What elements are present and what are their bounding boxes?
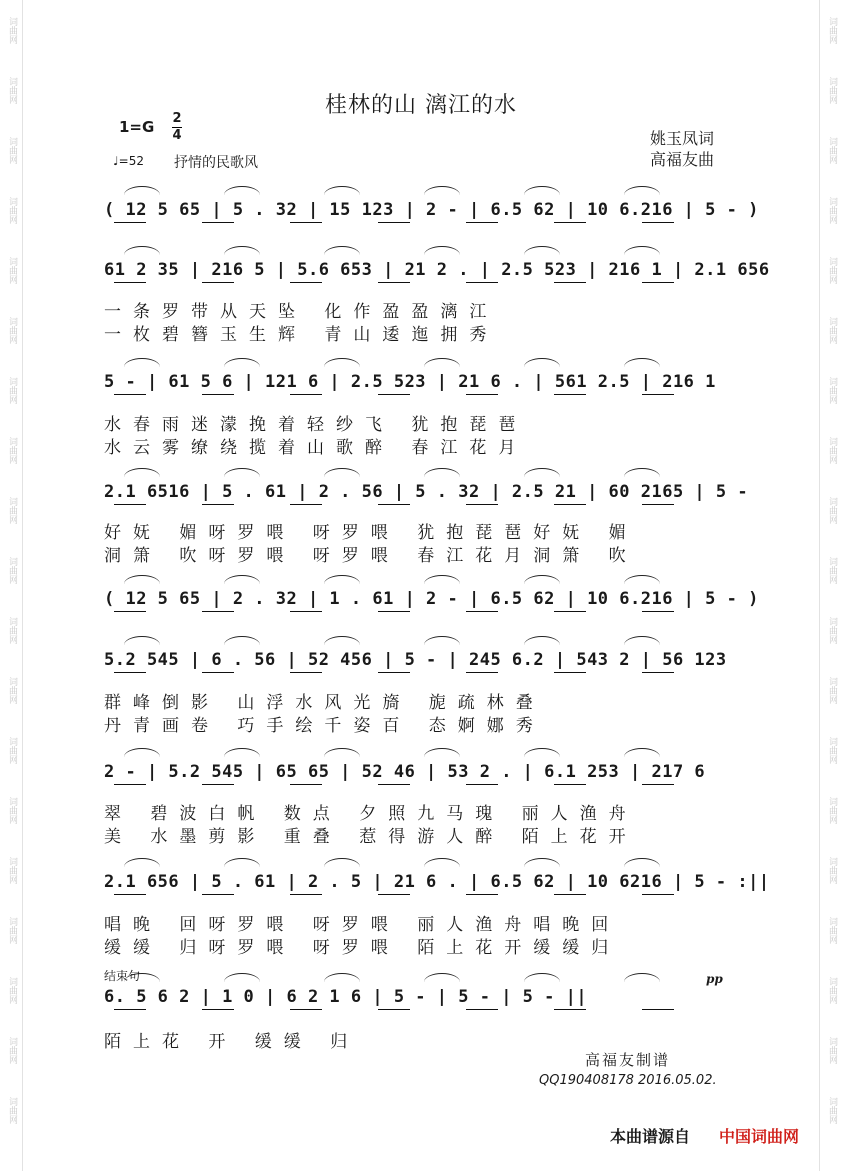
beat-underline	[202, 1009, 234, 1010]
notation-text: 6. 5 6 2 | 1 0 | 6 2 1 6 | 5 - | 5 - | 5 - ||	[104, 987, 588, 1007]
slur-mark	[424, 246, 460, 255]
watermark-text: 词曲网	[7, 916, 17, 944]
slur-mark	[524, 748, 560, 757]
beat-underline	[554, 394, 586, 395]
slur-mark	[624, 246, 660, 255]
notation-text: 2.1 6516 | 5 . 61 | 2 . 56 | 5 . 32 | 2.5 21 | 60 2165 | 5 -	[104, 482, 749, 502]
watermark-text: 词曲网	[827, 796, 837, 824]
watermark-text: 词曲网	[827, 76, 837, 104]
slur-mark	[324, 973, 360, 982]
watermark-text: 词曲网	[827, 736, 837, 764]
slur-mark	[124, 858, 160, 867]
slur-mark	[624, 748, 660, 757]
beat-underline	[642, 282, 674, 283]
tempo-marking: ♩=52	[113, 154, 144, 168]
watermark-text: 词曲网	[7, 16, 17, 44]
beat-underline	[114, 222, 146, 223]
watermark-text: 词曲网	[7, 796, 17, 824]
beat-underline	[378, 784, 410, 785]
slur-mark	[224, 973, 260, 982]
slur-mark	[324, 748, 360, 757]
slur-mark	[324, 358, 360, 367]
slur-mark	[124, 575, 160, 584]
slur-mark	[524, 636, 560, 645]
slur-mark	[324, 186, 360, 195]
beat-underline	[554, 222, 586, 223]
slur-mark	[424, 858, 460, 867]
beat-underline	[642, 894, 674, 895]
slur-mark	[224, 468, 260, 477]
watermark-text: 词曲网	[827, 1036, 837, 1064]
beat-underline	[114, 894, 146, 895]
watermark-text: 词曲网	[827, 1096, 837, 1124]
beat-underline	[466, 1009, 498, 1010]
source-label: 本曲谱源自	[610, 1127, 691, 1146]
watermark-text: 词曲网	[827, 196, 837, 224]
beat-underline	[466, 894, 498, 895]
slur-mark	[424, 575, 460, 584]
watermark-text: 词曲网	[827, 316, 837, 344]
slur-mark	[424, 358, 460, 367]
beat-underline	[642, 504, 674, 505]
slur-mark	[224, 358, 260, 367]
lyric-line: 一枚碧簪玉生辉 青山逶迤拥秀	[104, 325, 499, 345]
slur-mark	[624, 575, 660, 584]
slur-mark	[124, 358, 160, 367]
site-name-link[interactable]: 中国词曲网	[719, 1127, 800, 1146]
lyric-line: 丹青画卷 巧手绘千姿百 态婀娜秀	[104, 716, 545, 736]
beat-underline	[378, 672, 410, 673]
slur-mark	[524, 186, 560, 195]
notation-line	[104, 372, 740, 398]
beat-underline	[554, 1009, 586, 1010]
slur-mark	[624, 636, 660, 645]
dynamic-marking: pp	[706, 972, 723, 986]
beat-underline	[378, 1009, 410, 1010]
beat-underline	[554, 611, 586, 612]
beat-underline	[202, 282, 234, 283]
beat-underline	[114, 504, 146, 505]
slur-mark	[124, 246, 160, 255]
beat-underline	[642, 784, 674, 785]
beat-underline	[114, 282, 146, 283]
watermark-text: 词曲网	[7, 556, 17, 584]
song-title: 桂林的山 漓江的水	[325, 93, 517, 118]
watermark-text: 词曲网	[827, 436, 837, 464]
beat-underline	[642, 222, 674, 223]
watermark-text: 词曲网	[827, 916, 837, 944]
beat-underline	[202, 394, 234, 395]
slur-mark	[224, 748, 260, 757]
lyric-line: 好妩 媚呀罗喂 呀罗喂 犹抱琵琶好妩 媚	[104, 523, 638, 543]
notation-line	[104, 589, 759, 615]
beat-underline	[554, 894, 586, 895]
lyric-line: 水云雾缭绕揽着山歌醉 春江花月	[104, 438, 528, 458]
beat-underline	[466, 611, 498, 612]
watermark-text: 词曲网	[827, 676, 837, 704]
lyric-line: 群峰倒影 山浮水风光旖 旎疏林叠	[104, 693, 545, 713]
watermark-text: 词曲网	[7, 736, 17, 764]
beat-underline	[114, 784, 146, 785]
slur-mark	[324, 468, 360, 477]
beat-underline	[114, 672, 146, 673]
watermark-text: 词曲网	[7, 1096, 17, 1124]
slur-mark	[424, 186, 460, 195]
beat-underline	[554, 504, 586, 505]
beat-underline	[202, 784, 234, 785]
key-signature: 1=G	[119, 118, 155, 136]
watermark-text: 词曲网	[7, 496, 17, 524]
slur-mark	[424, 468, 460, 477]
lyric-line: 缓缓 归呀罗喂 呀罗喂 陌上花开缓缓归	[104, 938, 621, 958]
slur-mark	[624, 468, 660, 477]
slur-mark	[224, 186, 260, 195]
beat-underline	[466, 394, 498, 395]
watermark-text: 词曲网	[827, 496, 837, 524]
slur-mark	[124, 468, 160, 477]
slur-mark	[124, 186, 160, 195]
notation-line	[104, 762, 740, 788]
beat-underline	[290, 894, 322, 895]
slur-mark	[124, 748, 160, 757]
beat-underline	[378, 504, 410, 505]
slur-mark	[624, 858, 660, 867]
slur-mark	[224, 246, 260, 255]
slur-mark	[224, 575, 260, 584]
slur-mark	[224, 636, 260, 645]
slur-mark	[524, 358, 560, 367]
watermark-text: 词曲网	[7, 1036, 17, 1064]
notation-text: ( 12 5 65 | 5 . 32 | 15 123 | 2 - | 6.5 62 | 10 6.216 | 5 - )	[104, 200, 759, 220]
meter-bottom: 4	[172, 128, 182, 143]
watermark-text: 词曲网	[827, 976, 837, 1004]
lyric-line: 美 水墨剪影 重叠 惹得游人醉 陌上花开	[104, 827, 638, 847]
slur-mark	[324, 636, 360, 645]
slur-mark	[624, 186, 660, 195]
beat-underline	[378, 282, 410, 283]
slur-mark	[424, 748, 460, 757]
beat-underline	[290, 1009, 322, 1010]
slur-mark	[624, 358, 660, 367]
slur-mark	[324, 858, 360, 867]
slur-mark	[224, 858, 260, 867]
ending-label: 结束句	[104, 969, 141, 983]
watermark-text: 词曲网	[827, 256, 837, 284]
notation-line	[104, 260, 770, 286]
watermark-text: 词曲网	[7, 196, 17, 224]
beat-underline	[202, 611, 234, 612]
watermark-right	[826, 0, 840, 1171]
beat-underline	[290, 394, 322, 395]
watermark-text: 词曲网	[827, 136, 837, 164]
notation-text: 61 2 35 | 216 5 | 5.6 653 | 21 2 . | 2.5 523 | 216 1 | 2.1 656	[104, 260, 770, 280]
watermark-text: 词曲网	[7, 436, 17, 464]
notation-text: ( 12 5 65 | 2 . 32 | 1 . 61 | 2 - | 6.5 62 | 10 6.216 | 5 - )	[104, 589, 759, 609]
notation-line	[104, 200, 759, 226]
slur-mark	[524, 575, 560, 584]
slur-mark	[324, 575, 360, 584]
watermark-text: 词曲网	[827, 16, 837, 44]
slur-mark	[324, 246, 360, 255]
notation-line	[104, 872, 770, 898]
slur-mark	[524, 468, 560, 477]
beat-underline	[202, 894, 234, 895]
left-border	[22, 0, 23, 1171]
beat-underline	[554, 784, 586, 785]
lyric-line: 陌上花 开 缓缓 归	[104, 1032, 360, 1052]
beat-underline	[290, 222, 322, 223]
watermark-left	[6, 0, 20, 1171]
beat-underline	[290, 611, 322, 612]
slur-mark	[424, 973, 460, 982]
beat-underline	[554, 672, 586, 673]
beat-underline	[202, 672, 234, 673]
slur-mark	[124, 636, 160, 645]
beat-underline	[290, 504, 322, 505]
notation-line	[104, 987, 740, 1013]
beat-underline	[466, 282, 498, 283]
lyric-line: 洞箫 吹呀罗喂 呀罗喂 春江花月洞箫 吹	[104, 546, 638, 566]
watermark-text: 词曲网	[7, 316, 17, 344]
watermark-text: 词曲网	[7, 976, 17, 1004]
beat-underline	[114, 1009, 146, 1010]
lyric-line: 一条罗带从天坠 化作盈盈漓江	[104, 302, 499, 322]
notation-text: 2 - | 5.2 545 | 65 65 | 52 46 | 53 2 . | 6.1 253 | 217 6	[104, 762, 706, 782]
slur-mark	[424, 636, 460, 645]
style-marking: 抒情的民歌风	[174, 155, 258, 171]
beat-underline	[466, 672, 498, 673]
watermark-text: 词曲网	[827, 556, 837, 584]
watermark-text: 词曲网	[7, 256, 17, 284]
beat-underline	[114, 394, 146, 395]
lyricist-credit: 姚玉凤词	[650, 129, 715, 148]
watermark-text: 词曲网	[827, 376, 837, 404]
beat-underline	[202, 222, 234, 223]
watermark-text: 词曲网	[827, 616, 837, 644]
watermark-text: 词曲网	[7, 616, 17, 644]
beat-underline	[466, 784, 498, 785]
beat-underline	[642, 611, 674, 612]
beat-underline	[378, 222, 410, 223]
time-signature	[172, 112, 182, 143]
beat-underline	[554, 282, 586, 283]
slur-mark	[524, 973, 560, 982]
beat-underline	[378, 394, 410, 395]
notation-text: 5.2 545 | 6 . 56 | 52 456 | 5 - | 245 6.2 | 543 2 | 56 123	[104, 650, 727, 670]
slur-mark	[624, 973, 660, 982]
slur-mark	[524, 858, 560, 867]
notation-text: 2.1 656 | 5 . 61 | 2 . 5 | 21 6 . | 6.5 62 | 10 6216 | 5 - :||	[104, 872, 770, 892]
lyric-line: 翠 碧波白帆 数点 夕照九马瑰 丽人渔舟	[104, 804, 638, 824]
beat-underline	[290, 282, 322, 283]
beat-underline	[290, 784, 322, 785]
meter-top: 2	[172, 111, 182, 126]
beat-underline	[114, 611, 146, 612]
beat-underline	[378, 611, 410, 612]
composer-credit: 高福友曲	[650, 150, 715, 169]
watermark-text: 词曲网	[7, 76, 17, 104]
watermark-text: 词曲网	[7, 676, 17, 704]
beat-underline	[202, 504, 234, 505]
lyric-line: 水春雨迷濛挽着轻纱飞 犹抱琵琶	[104, 415, 528, 435]
beat-underline	[642, 394, 674, 395]
lyric-line: 唱晚 回呀罗喂 呀罗喂 丽人渔舟唱晚回	[104, 915, 621, 935]
watermark-text: 词曲网	[827, 856, 837, 884]
slur-mark	[524, 246, 560, 255]
watermark-text: 词曲网	[7, 376, 17, 404]
beat-underline	[642, 1009, 674, 1010]
notation-line	[104, 482, 749, 508]
beat-underline	[466, 222, 498, 223]
contact-date-stamp: QQ190408178 2016.05.02.	[539, 1073, 717, 1088]
watermark-text: 词曲网	[7, 856, 17, 884]
score-maker: 高福友制谱	[585, 1051, 671, 1069]
notation-text: 5 - | 61 5 6 | 121 6 | 2.5 523 | 21 6 . | 561 2.5 | 216 1	[104, 372, 716, 392]
beat-underline	[378, 894, 410, 895]
right-border	[819, 0, 820, 1171]
beat-underline	[466, 504, 498, 505]
beat-underline	[642, 672, 674, 673]
beat-underline	[290, 672, 322, 673]
watermark-text: 词曲网	[7, 136, 17, 164]
notation-line	[104, 650, 740, 676]
